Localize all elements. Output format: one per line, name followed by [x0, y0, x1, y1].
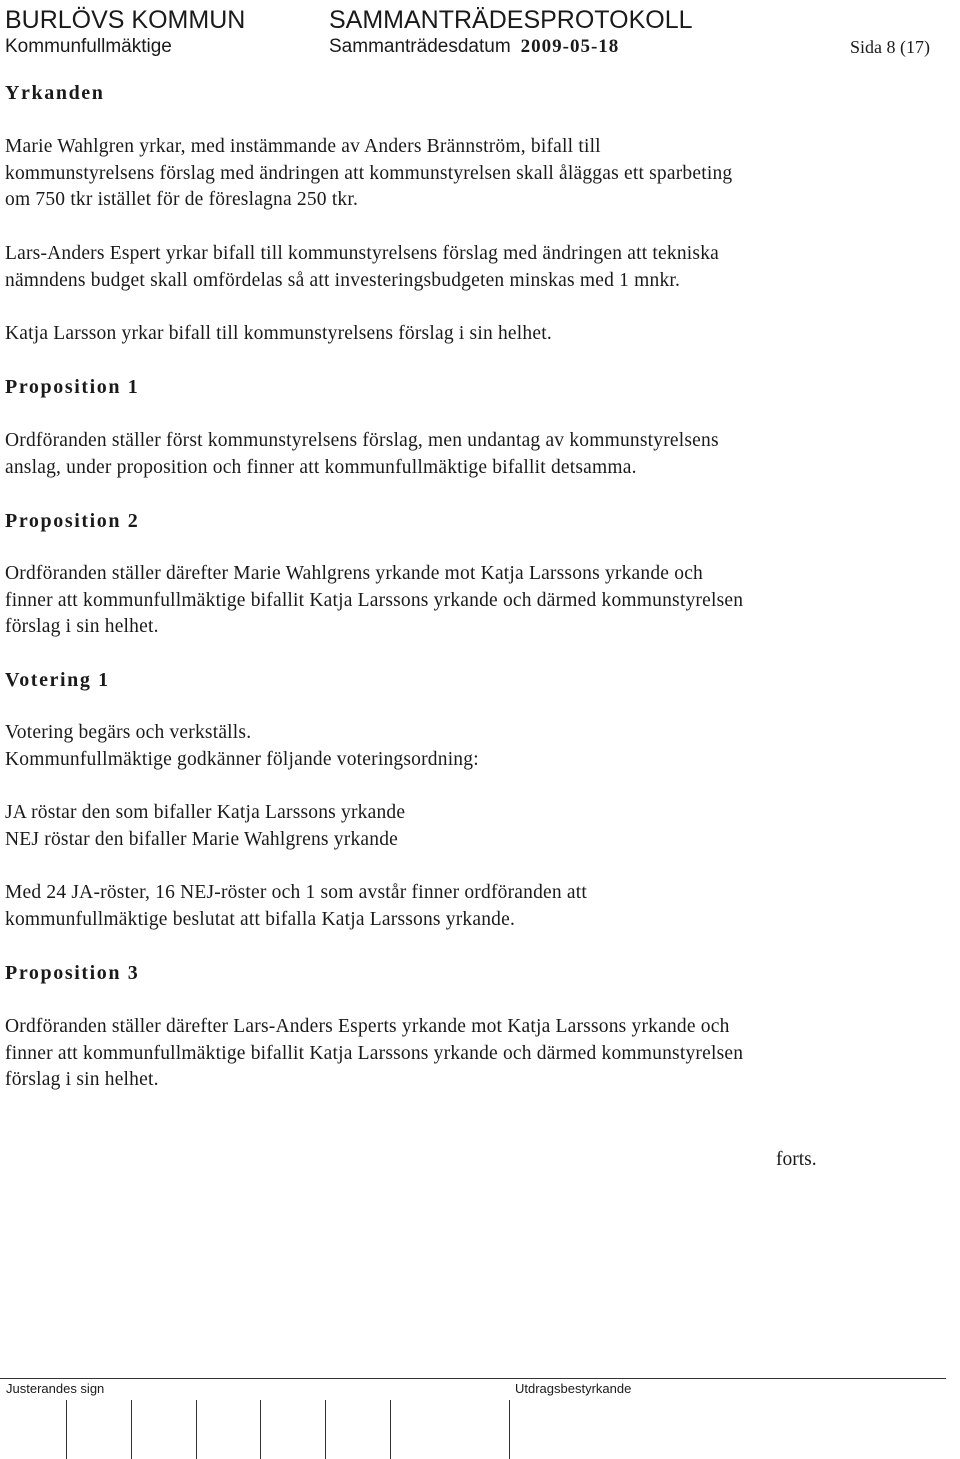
- paragraph-proposition-2: [5, 561, 957, 641]
- text-line: förslag i sin helhet.: [5, 616, 159, 638]
- text-line: Ordföranden ställer därefter Lars-Anders Esperts yrkande mot Katja Larssons yrkande och: [5, 1016, 730, 1037]
- text-line: kommunfullmäktige beslutat att bifalla Katja Larssons yrkande.: [5, 908, 516, 930]
- text-line: NEJ röstar den bifaller Marie Wahlgrens yrkande: [5, 828, 399, 850]
- org-name: BURLÖVS KOMMUN: [5, 6, 246, 34]
- text-line: Marie Wahlgren yrkar, med instämmande av Anders Brännström, bifall till: [5, 136, 601, 157]
- text-line: finner att kommunfullmäktige bifallit Katja Larssons yrkande och därmed kommunstyrelsen: [5, 589, 744, 611]
- signature-box-divider: [131, 1400, 132, 1459]
- text-line: Votering begärs och verkställs.: [5, 722, 252, 743]
- paragraph-larsson-yrkande: [5, 321, 957, 348]
- signature-box-divider: [509, 1400, 510, 1459]
- meeting-body: Kommunfullmäktige: [5, 36, 172, 57]
- text-line: kommunstyrelsens förslag med ändringen att kommunstyrelsen skall åläggas ett sparbeting: [5, 162, 733, 184]
- paragraph-voteringsordning: [5, 800, 957, 853]
- signature-box-divider: [66, 1400, 67, 1459]
- section-heading-yrkanden: Yrkanden: [5, 82, 105, 104]
- section-heading-proposition-2: Proposition 2: [5, 510, 140, 532]
- text-line: Kommunfullmäktige godkänner följande voteringsordning:: [5, 748, 479, 770]
- continuation-marker: forts.: [776, 1149, 817, 1170]
- page-number: Sida 8 (17): [850, 37, 930, 57]
- section-heading-proposition-1: Proposition 1: [5, 376, 140, 398]
- section-heading-votering-1: Votering 1: [5, 669, 110, 691]
- meeting-date-value: 2009-05-18: [520, 36, 620, 57]
- signature-box-divider: [260, 1400, 261, 1459]
- text-line: Med 24 JA-röster, 16 NEJ-röster och 1 som avstår finner ordföranden att: [5, 882, 588, 903]
- document-type: SAMMANTRÄDESPROTOKOLL: [329, 6, 693, 34]
- text-line: Ordföranden ställer därefter Marie Wahlgrens yrkande mot Katja Larssons yrkande och: [5, 563, 703, 584]
- paragraph-proposition-1: [5, 428, 957, 481]
- meeting-date: [329, 35, 619, 59]
- section-heading-proposition-3: Proposition 3: [5, 962, 140, 984]
- text-line: Katja Larsson yrkar bifall till kommunstyrelsens förslag i sin helhet.: [5, 323, 552, 344]
- utdragsbestyrkande-label: Utdragsbestyrkande: [515, 1381, 632, 1396]
- paragraph-wahlgren-yrkande: [5, 134, 957, 214]
- text-line: nämndens budget skall omfördelas så att investeringsbudgeten minskas med 1 mnkr.: [5, 269, 681, 291]
- justerandes-sign-label: Justerandes sign: [6, 1381, 105, 1396]
- paragraph-proposition-3: [5, 1014, 957, 1094]
- paragraph-espert-yrkande: [5, 241, 957, 294]
- signature-box-divider: [390, 1400, 391, 1459]
- text-line: om 750 tkr istället för de föreslagna 250 tkr.: [5, 189, 359, 211]
- text-line: Ordföranden ställer först kommunstyrelsens förslag, men undantag av kommunstyrelsens: [5, 430, 719, 451]
- meeting-date-label: Sammanträdesdatum: [329, 36, 511, 57]
- signature-box-divider: [196, 1400, 197, 1459]
- text-line: Lars-Anders Espert yrkar bifall till kommunstyrelsens förslag med ändringen att tekniska: [5, 243, 720, 264]
- signature-box-divider: [325, 1400, 326, 1459]
- paragraph-voteringsresultat: [5, 880, 957, 933]
- footer-divider: [0, 1378, 946, 1379]
- text-line: förslag i sin helhet.: [5, 1069, 159, 1091]
- text-line: anslag, under proposition och finner att kommunfullmäktige bifallit detsamma.: [5, 456, 637, 478]
- paragraph-votering-begars: [5, 720, 957, 773]
- text-line: finner att kommunfullmäktige bifallit Katja Larssons yrkande och därmed kommunstyrelsen: [5, 1042, 744, 1064]
- text-line: JA röstar den som bifaller Katja Larssons yrkande: [5, 802, 406, 823]
